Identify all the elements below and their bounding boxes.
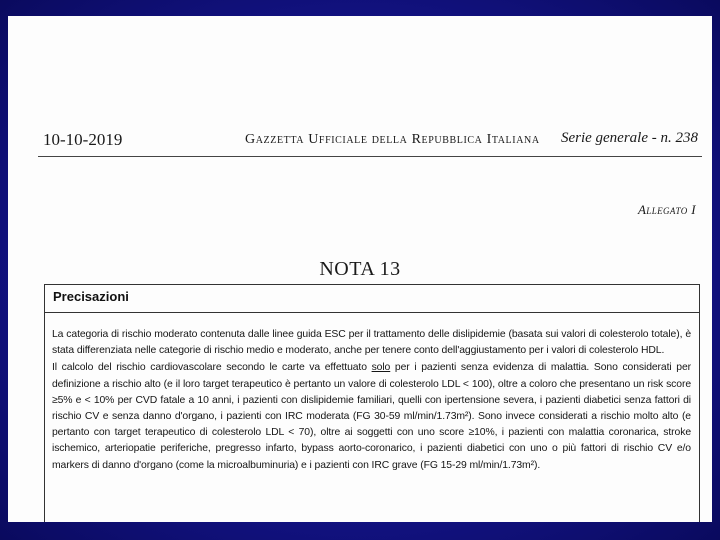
nota-title: NOTA 13	[319, 258, 401, 280]
section-title: Precisazioni	[45, 285, 699, 313]
precisazioni-box	[44, 284, 700, 522]
header-divider	[38, 156, 702, 157]
document-page	[8, 16, 712, 522]
paragraph-2-part1: Il calcolo del rischio cardiovascolare secondo le carte va effettuato	[52, 362, 372, 374]
header-date: 10-10-2019	[43, 130, 123, 149]
header-title: Gazzetta Ufficiale della Repubblica Italiana	[245, 132, 540, 147]
paragraph-2	[52, 360, 691, 473]
allegato-label: Allegato I	[637, 202, 696, 217]
paragraph-2-part2: per i pazienti senza evidenza di malattia. Sono considerati per definizione a rischio alto (e il loro target terapeutico è pertanto un valore di colesterolo LDL < 100), oltre a coloro che presentano un risk score ≥5% e < 10% per CVD fatale a 10 anni, i pazienti con dislipidemie familiari, quelli con ipertensione severa, i pazienti diabetici senza fattori di rischio CV e senza danno d'organo, i pazienti con IRC moderata (FG 30-59 ml/min/1.73m²). Sono invece considerati a rischio molto alto (e pertanto con target terapeutico di colesterolo LDL < 70), oltre ai soggetti con uno score ≥10%, i pazienti con malattia coronarica, stroke ischemico, arteriopatie periferiche, pregresso infarto, bypass aorto-coronarico, i pazienti diabetici con uno o più fattori di rischio CV e/o markers di danno d'organo (come la microalbuminuria) e i pazienti con IRC grave (FG 15-29 ml/min/1.73m²).	[52, 362, 691, 471]
gazette-header	[8, 130, 712, 152]
paragraph-2-emphasis: solo	[371, 362, 391, 374]
paragraph-1: La categoria di rischio moderato contenuta dalle linee guida ESC per il trattamento delle dislipidemie (basata sui valori di colesterolo totale), è stata differenziata nelle categorie di rischio medio e moderato, anche per tenere conto dell'aggiustamento per i valori di colesterolo HDL.	[52, 329, 691, 357]
header-serie: Serie generale - n. 238	[560, 130, 698, 146]
section-body	[45, 313, 699, 474]
